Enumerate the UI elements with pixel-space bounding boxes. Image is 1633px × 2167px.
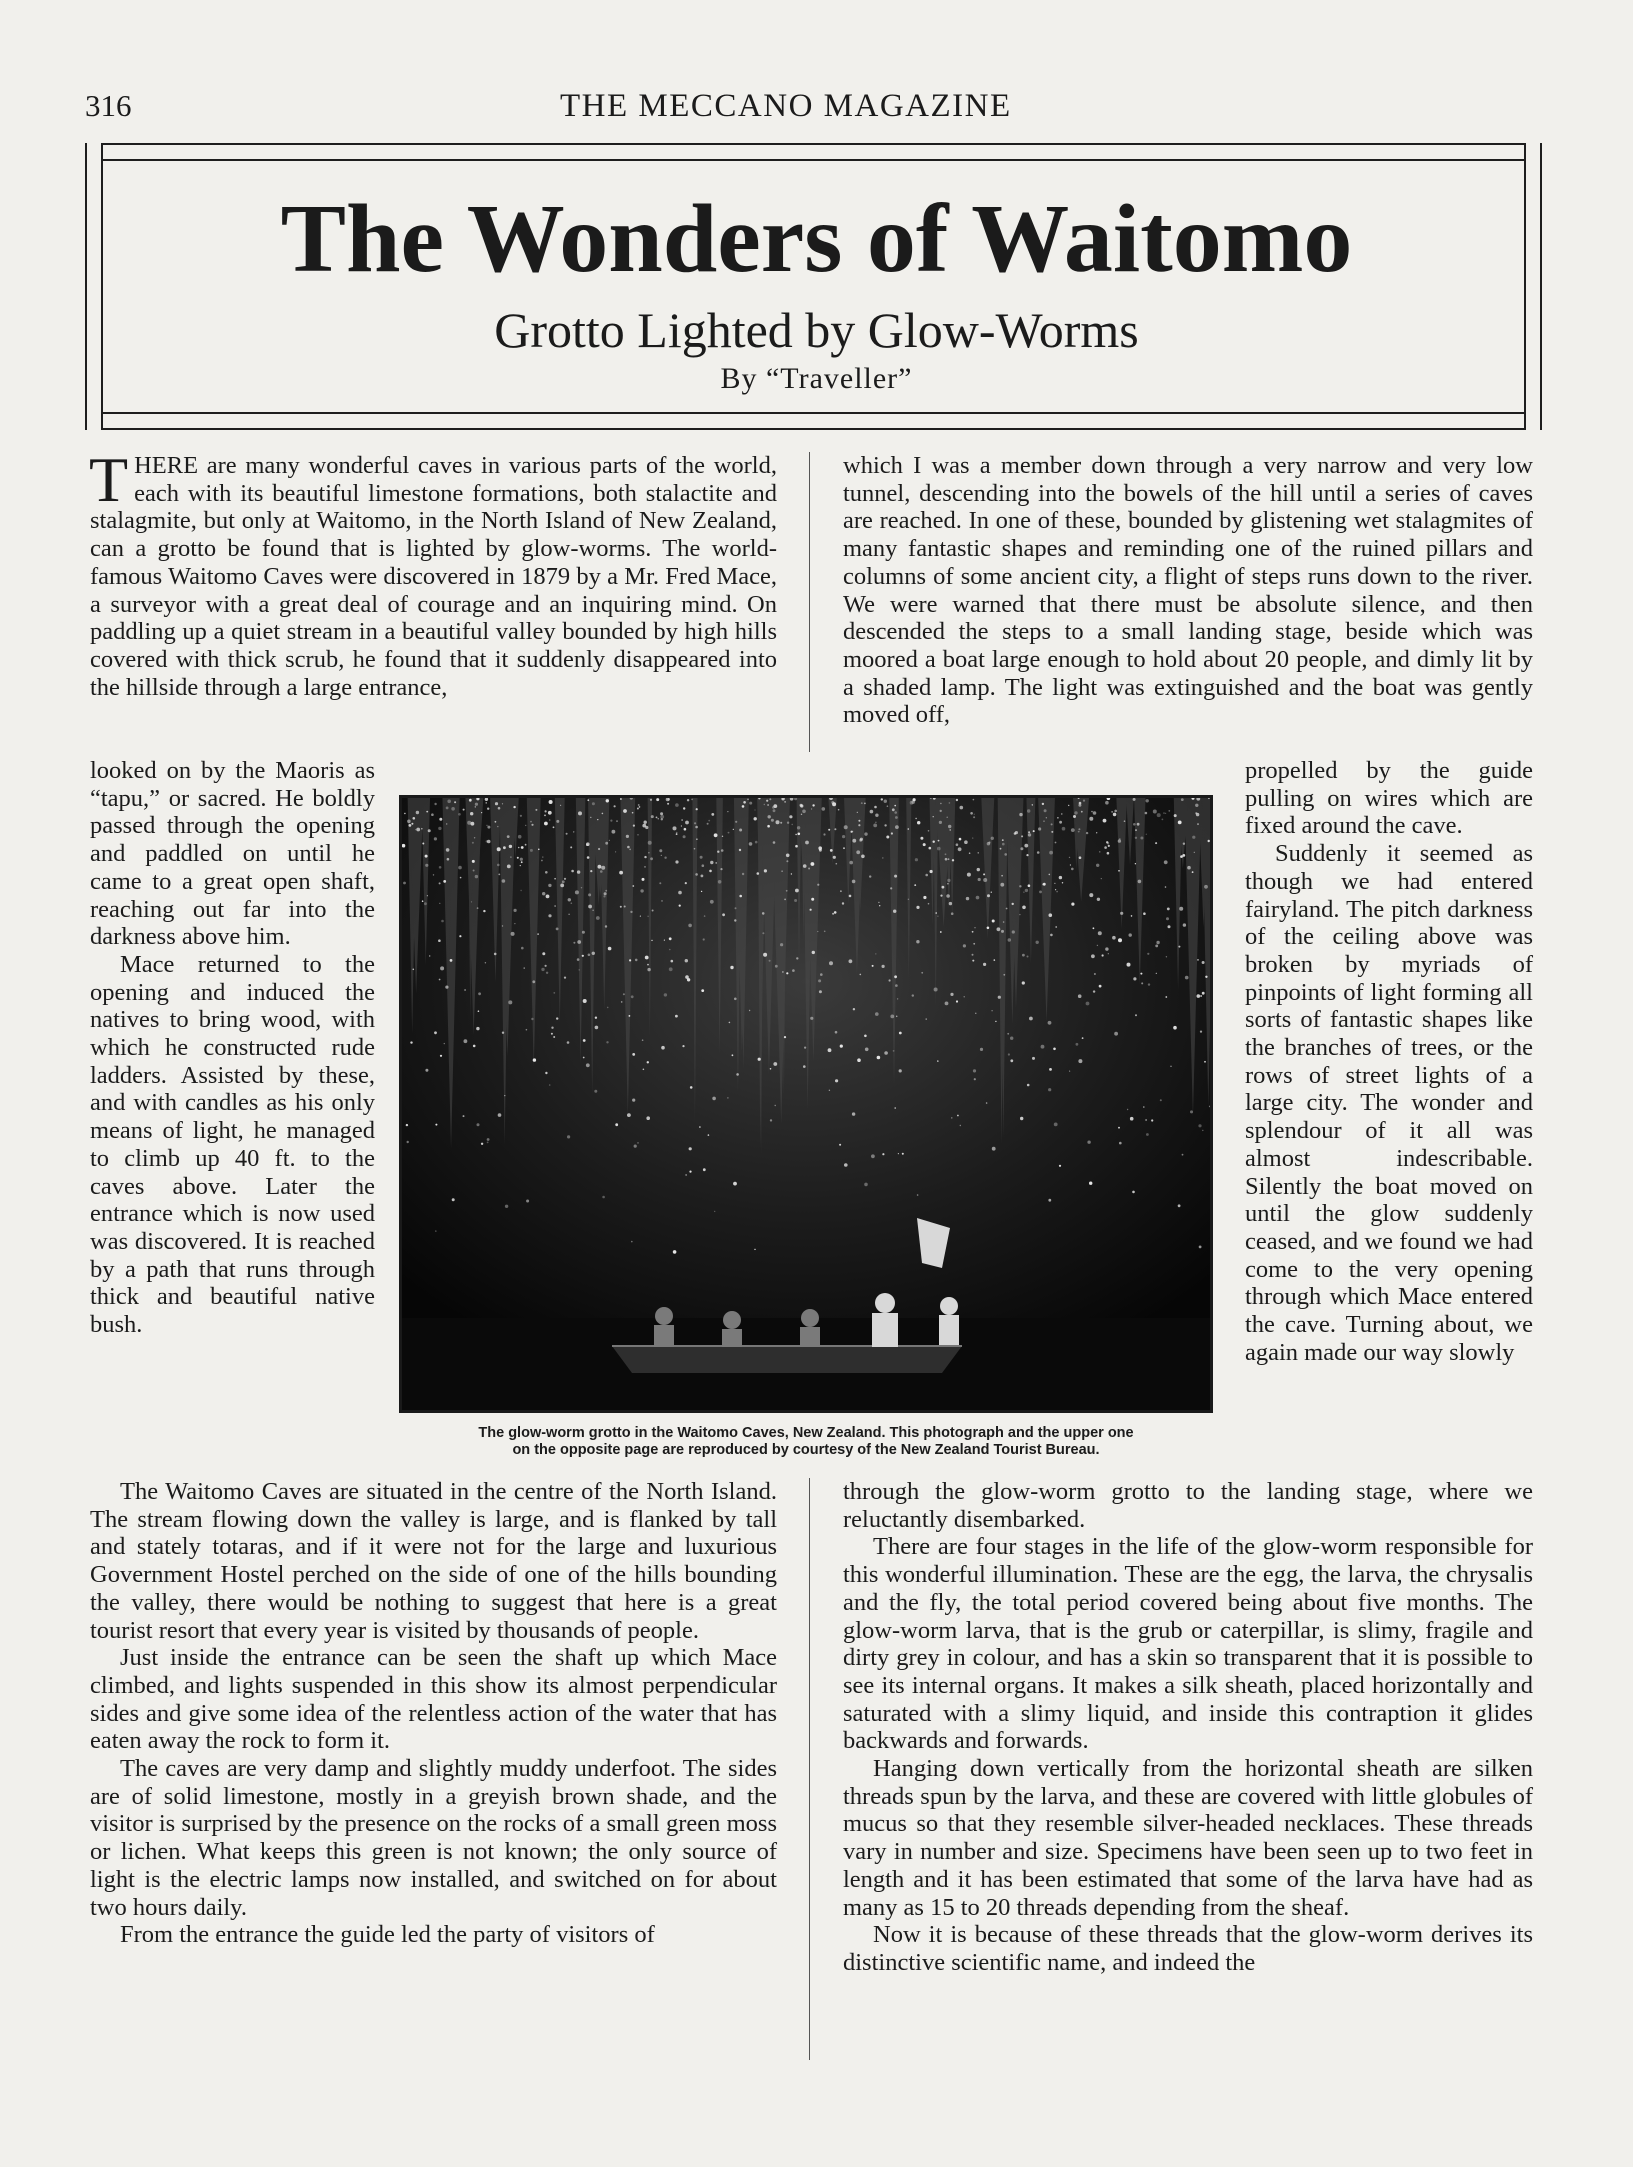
paragraph: The caves are very damp and slightly muddy underfoot. The sides are of solid limestone, mostly in a greyish brown shade, and the visitor is surprised by the presence on the rocks of a small green moss or lichen. What keeps this green is not known; the only source of light is the electric lamps now installed, and switched on for about two hours daily. xyxy=(90,1755,777,1921)
paragraph: From the entrance the guide led the party of visitors of xyxy=(120,1921,655,1949)
paragraph: Hanging down vertically from the horizontal sheath are silken threads spun by the larva, and these are covered with little globules of mucus so that they resemble silver-headed necklaces. These threads vary in number and size. Specimens have been seen up to two feet in length and it has been estimated that some of the larva have had as many as 15 to 20 threads depending from the sheaf. xyxy=(843,1755,1533,1921)
paragraph: through the glow-worm grotto to the landing stage, where we reluctantly disembarked. xyxy=(843,1478,1533,1533)
paragraph: The Waitomo Caves are situated in the centre of the North Island. The stream flowing down the valley is large, and is flanked by tall and stately totaras, and if it were not for the large and luxurious Government Hostel perched on the side of one of the hills bounding the valley, there would be nothing to suggest that here is a great tourist resort that every year is visited by thousands of people. xyxy=(90,1478,777,1644)
left-column-top xyxy=(89,444,777,701)
paragraph: which I was a member down through a very narrow and very low tunnel, descending into the bowels of the hill until a series of caves are reached. In one of these, bounded by glistening wet stalagmites of many fantastic shapes and reminding one of the ruined pillars and columns of some ancient city, a flight of steps runs down to the river. We were warned that there must be absolute silence, and then descended the steps to a small landing stage, beside which was moored a boat large enough to hold about 20 people, and dimly lit by a shaded lamp. The light was extinguished and the boat was gently moved off, xyxy=(843,452,1533,729)
right-column-beside-photo xyxy=(1245,757,1533,1366)
grotto-photograph xyxy=(399,795,1213,1413)
photo-caption: The glow-worm grotto in the Waitomo Caves, New Zealand. This photograph and the upper one on the opposite page are reproduced by courtesy of the New Zealand Tourist Bureau. xyxy=(478,1425,1134,1458)
drop-cap: T xyxy=(89,444,129,515)
left-column-bottom xyxy=(90,1478,777,1949)
paragraph: Just inside the entrance can be seen the shaft up which Mace climbed, and lights suspended in this show its almost perpendicular sides and give some idea of the relentless action of the water that has eaten away the rock to form it. xyxy=(90,1644,777,1755)
column-rule xyxy=(809,1478,810,2060)
paragraph: Mace returned to the opening and induced the natives to bring wood, with which he constructed rude ladders. Assisted by these, and with candles as his only means of light, he managed to climb up 40 ft. to the caves above. Later the entrance which is now used was discovered. It is reached by a path that runs through thick and beautiful native bush. xyxy=(90,950,375,1339)
paragraph: looked on by the Maoris as “tapu,” or sacred. He boldly passed through the opening and paddled on until he came to a great open shaft, reaching out far into the darkness above him. xyxy=(90,757,375,951)
article-title: The Wonders of Waitomo xyxy=(280,185,1353,293)
right-column-top xyxy=(843,452,1533,729)
photo-illustration xyxy=(402,798,1210,1410)
page-number: 316 xyxy=(85,88,132,123)
column-rule xyxy=(809,452,810,752)
border-bottom xyxy=(85,412,1542,430)
article-subtitle: Grotto Lighted by Glow-Worms xyxy=(494,302,1139,358)
left-column-beside-photo xyxy=(90,757,375,1339)
paragraph: There are four stages in the life of the glow-worm responsible for this wonderful illumination. These are the egg, the larva, the chrysalis and the fly, the total period covered being about five months. The glow-worm larva, that is the grub or caterpillar, is slimy, fragile and dirty grey in colour, and has a skin so transparent that it is possible to see its internal organs. It makes a silk sheath, placed horizontally and saturated with a slimy liquid, and inside this contraption it glides backwards and forwards. xyxy=(843,1533,1533,1755)
paragraph: THERE are many wonderful caves in various parts of the world, each with its beautiful limestone formations, both stalactite and stalagmite, but only at Waitomo, in the North Island of New Zealand, can a grotto be found that is lighted by glow-worms. The world-famous Waitomo Caves were discovered in 1879 by a Mr. Fred Mace, a surveyor with a great deal of courage and an inquiring mind. On paddling up a quiet stream in a beautiful valley bounded by high hills covered with thick scrub, he found that it suddenly disappeared into the hillside through a large entrance, xyxy=(89,444,777,701)
byline: By “Traveller” xyxy=(720,362,913,395)
border-top xyxy=(85,143,1542,161)
running-title: THE MECCANO MAGAZINE xyxy=(560,88,1012,124)
paragraph: Suddenly it seemed as though we had entered fairyland. The pitch darkness of the ceiling above was broken by myriads of pinpoints of light forming all sorts of fantastic shapes like the branches of trees, or the rows of street lights of a large city. The wonder and splendour of it all was almost indescribable. Silently the boat moved on until the glow suddenly ceased, and we found we had come to the very opening through which Mace entered the cave. Turning about, we again made our way slowly xyxy=(1245,840,1533,1366)
paragraph: propelled by the guide pulling on wires which are fixed around the cave. xyxy=(1245,757,1533,840)
paragraph: Now it is because of these threads that the glow-worm derives its distinctive scientific name, and indeed the xyxy=(843,1921,1533,1976)
right-column-bottom xyxy=(843,1478,1533,1977)
